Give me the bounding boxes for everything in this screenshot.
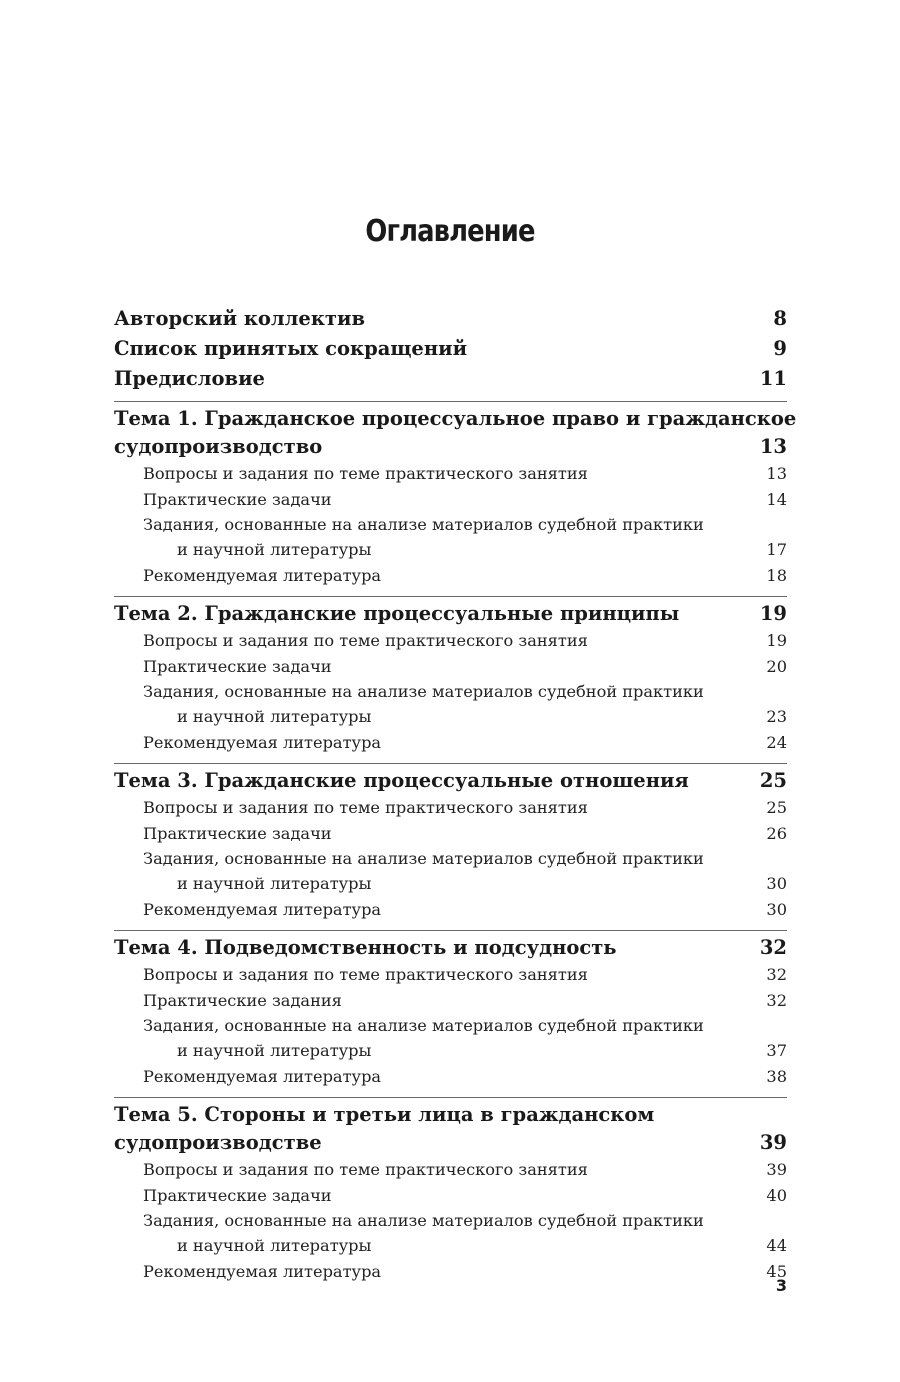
toc-subentry[interactable] (114, 1233, 787, 1259)
toc-theme-page: 19 (759, 602, 787, 625)
section-divider (114, 401, 787, 402)
toc-subentry-title: и научной литературы (177, 874, 372, 893)
toc-subentry-page: 26 (766, 824, 787, 843)
toc-subentry[interactable] (114, 1038, 787, 1064)
toc-subentry-title: и научной литературы (177, 1041, 372, 1060)
toc-subentry[interactable] (114, 704, 787, 730)
toc-subentry[interactable] (114, 1157, 787, 1183)
toc-entry[interactable] (114, 364, 787, 394)
toc-subentry-page: 37 (766, 1041, 787, 1060)
toc-entry-page: 8 (773, 307, 787, 330)
section-divider (114, 1097, 787, 1098)
toc-subentry[interactable] (114, 730, 787, 756)
toc-entry-page: 9 (773, 337, 787, 360)
toc-subentry-page: 38 (766, 1067, 787, 1086)
toc-theme-entry[interactable] (114, 433, 787, 461)
toc-subentry[interactable] (114, 897, 787, 923)
toc-subentry-page: 14 (766, 490, 787, 509)
toc-subentry-title: Практические задачи (143, 1186, 332, 1205)
toc-subentry-title: и научной литературы (177, 1236, 372, 1255)
toc-subentry[interactable] (114, 988, 787, 1014)
toc-subentry[interactable] (114, 871, 787, 897)
toc-subentry-title: Рекомендуемая литература (143, 1262, 382, 1281)
toc-subentry[interactable] (114, 563, 787, 589)
toc-theme-page: 13 (759, 435, 787, 458)
toc-subentry-title: Практические задачи (143, 824, 332, 843)
section-divider (114, 930, 787, 931)
toc-entry-title: Список принятых сокращений (114, 337, 468, 360)
toc-theme-entry[interactable] (114, 934, 787, 962)
toc-theme-page: 39 (759, 1131, 787, 1154)
toc-subentry-title-line: Задания, основанные на анализе материалов судебной практики (143, 515, 704, 534)
toc-subentry-title-line: Задания, основанные на анализе материалов судебной практики (143, 849, 704, 868)
toc-theme-title-line: Тема 5. Стороны и третьи лица в гражданском (114, 1103, 655, 1126)
toc-subentry-page: 23 (766, 707, 787, 726)
table-of-contents (114, 304, 797, 1285)
toc-subentry[interactable] (114, 1259, 787, 1285)
toc-subentry-title: Вопросы и задания по теме практического занятия (143, 631, 588, 650)
page-title: Оглавление (365, 214, 535, 249)
toc-subentry-title-line: Задания, основанные на анализе материалов судебной практики (143, 1016, 704, 1035)
toc-subentry-title: Рекомендуемая литература (143, 1067, 382, 1086)
toc-subentry-page: 30 (766, 874, 787, 893)
toc-subentry-title: Вопросы и задания по теме практического занятия (143, 798, 588, 817)
toc-subentry-title: Рекомендуемая литература (143, 566, 382, 585)
toc-subentry-title: Рекомендуемая литература (143, 900, 382, 919)
toc-theme-title: судопроизводство (114, 435, 323, 458)
toc-entry-title: Авторский коллектив (114, 307, 365, 330)
section-divider (114, 596, 787, 597)
toc-subentry-title: и научной литературы (177, 707, 372, 726)
toc-subentry-title: Вопросы и задания по теме практического занятия (143, 965, 588, 984)
toc-subentry-page: 25 (766, 798, 787, 817)
toc-entry-title: Предисловие (114, 367, 265, 390)
toc-theme-title: судопроизводстве (114, 1131, 322, 1154)
page-number: 3 (775, 1276, 787, 1295)
toc-subentry-page: 32 (766, 965, 787, 984)
toc-subentry-title-line: Задания, основанные на анализе материалов судебной практики (143, 682, 704, 701)
toc-subentry-page: 44 (766, 1236, 787, 1255)
toc-subentry-page: 40 (766, 1186, 787, 1205)
toc-subentry-title: Рекомендуемая литература (143, 733, 382, 752)
toc-entry-page: 11 (759, 367, 787, 390)
toc-subentry-title: Вопросы и задания по теме практического занятия (143, 1160, 588, 1179)
toc-subentry[interactable] (114, 654, 787, 680)
toc-theme-entry[interactable] (114, 600, 787, 628)
toc-theme-title: Тема 3. Гражданские процессуальные отношения (114, 769, 689, 792)
toc-subentry-page: 39 (766, 1160, 787, 1179)
toc-theme-title-line: Тема 1. Гражданское процессуальное право и гражданское (114, 407, 797, 430)
toc-subentry-title: и научной литературы (177, 540, 372, 559)
toc-subentry-page: 13 (766, 464, 787, 483)
toc-theme-title: Тема 2. Гражданские процессуальные принципы (114, 602, 680, 625)
toc-subentry[interactable] (114, 461, 787, 487)
toc-subentry[interactable] (114, 537, 787, 563)
toc-entry[interactable] (114, 304, 787, 334)
toc-subentry[interactable] (114, 795, 787, 821)
toc-theme-entry[interactable] (114, 1129, 787, 1157)
toc-theme-title: Тема 4. Подведомственность и подсудность (114, 936, 617, 959)
toc-subentry-page: 17 (766, 540, 787, 559)
toc-theme-page: 25 (759, 769, 787, 792)
section-divider (114, 763, 787, 764)
toc-subentry-page: 32 (766, 991, 787, 1010)
toc-subentry-page: 45 (766, 1262, 787, 1281)
toc-subentry[interactable] (114, 1183, 787, 1209)
toc-subentry-title: Практические задания (143, 991, 342, 1010)
toc-subentry-page: 30 (766, 900, 787, 919)
toc-subentry-page: 20 (766, 657, 787, 676)
toc-subentry[interactable] (114, 628, 787, 654)
toc-subentry[interactable] (114, 821, 787, 847)
toc-subentry-page: 19 (766, 631, 787, 650)
toc-subentry-title-line: Задания, основанные на анализе материалов судебной практики (143, 1211, 704, 1230)
toc-subentry-page: 18 (766, 566, 787, 585)
toc-subentry[interactable] (114, 487, 787, 513)
toc-subentry-title: Практические задачи (143, 657, 332, 676)
toc-subentry[interactable] (114, 1064, 787, 1090)
toc-subentry-page: 24 (766, 733, 787, 752)
toc-entry[interactable] (114, 334, 787, 364)
toc-theme-page: 32 (759, 936, 787, 959)
toc-theme-entry[interactable] (114, 767, 787, 795)
toc-subentry-title: Вопросы и задания по теме практического занятия (143, 464, 588, 483)
toc-subentry[interactable] (114, 962, 787, 988)
toc-subentry-title: Практические задачи (143, 490, 332, 509)
